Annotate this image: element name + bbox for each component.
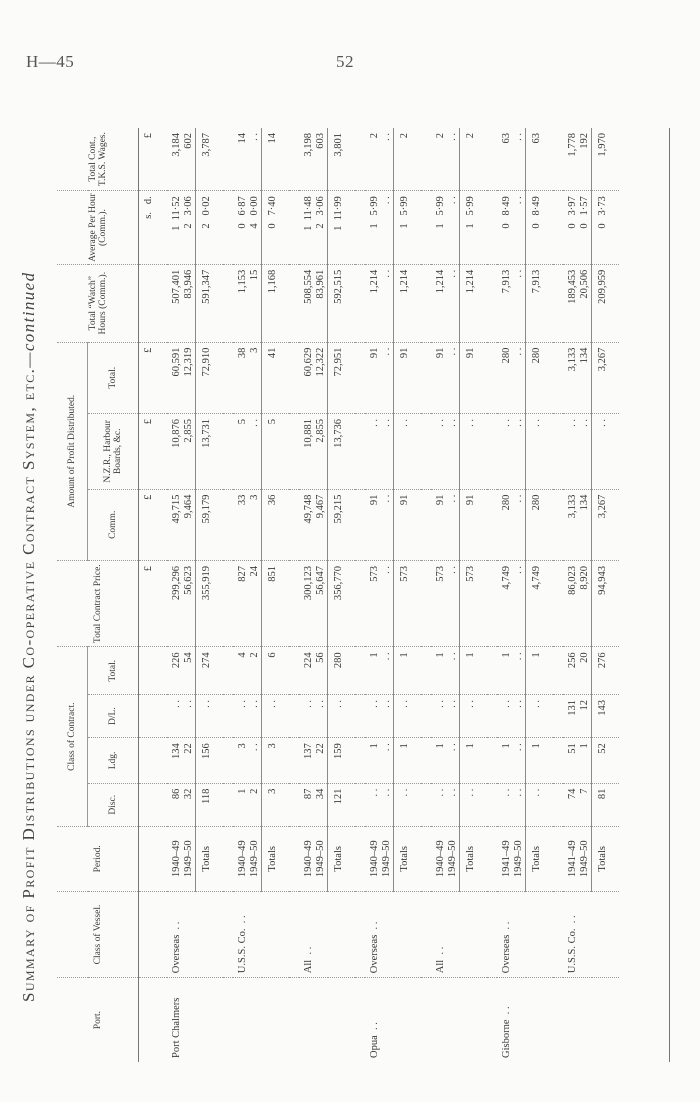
totals-row xyxy=(196,128,224,1062)
cell-disc: 86 32 xyxy=(167,783,196,826)
currency-price: £ xyxy=(139,560,168,646)
currency-cont: £ xyxy=(139,128,168,191)
cell-port xyxy=(592,978,620,1062)
table-row xyxy=(497,128,526,1062)
cell-port: Gisborne . . xyxy=(501,1006,512,1058)
cell-hours: 1,214 . . xyxy=(365,264,394,342)
cell-hours: 189,453 20,506 xyxy=(563,264,592,342)
totals-row xyxy=(592,128,620,1062)
table-row xyxy=(365,128,394,1062)
cell-hours: 7,913 xyxy=(526,264,554,342)
col-header-port: Port. xyxy=(57,978,139,1062)
col-header-contract-price: Total Contract Price. xyxy=(57,560,139,646)
cell-ldg: 52 xyxy=(592,738,620,783)
table-row xyxy=(431,128,460,1062)
cell-price: 300,123 56,647 xyxy=(299,560,328,646)
cell-period: 1940–49 1949–50 xyxy=(365,826,394,891)
cell-price: 573 xyxy=(394,560,422,646)
cell-avg: 0 3·73 xyxy=(592,191,620,265)
cell-total: 1 xyxy=(394,647,422,695)
cell-comm: 59,179 xyxy=(196,489,224,560)
cell-port: Opua . . xyxy=(369,1022,380,1058)
totals-row xyxy=(394,128,422,1062)
col-header-nzr: N.Z.R., Harbour Boards, &c. xyxy=(88,413,139,489)
cell-cont: 63 . . xyxy=(497,128,526,191)
cell-port xyxy=(196,978,224,1062)
page-number: 52 xyxy=(336,52,354,71)
cell-price: 299,296 56,623 xyxy=(167,560,196,646)
cell-disc: 74 7 xyxy=(563,783,592,826)
cell-ldg: 1 xyxy=(394,738,422,783)
cell-amount: 3,267 xyxy=(592,342,620,413)
cell-avg: 1 11·52 2 3·06 xyxy=(167,191,196,265)
row-spacer xyxy=(355,128,365,1062)
cell-port xyxy=(233,978,262,1062)
cell-cont: 2 . . xyxy=(431,128,460,191)
cell-avg: 1 5·99 xyxy=(460,191,488,265)
cell-port xyxy=(394,978,422,1062)
cell-dl: . . . . xyxy=(299,695,328,738)
cell-price: 573 . . xyxy=(431,560,460,646)
cell-vessel: Overseas . . xyxy=(497,891,526,977)
cell-avg: 1 5·99 . . xyxy=(365,191,394,265)
cell-comm: 36 xyxy=(262,489,290,560)
cell-price: 356,770 xyxy=(328,560,356,646)
cell-disc: 87 34 xyxy=(299,783,328,826)
cell-vessel xyxy=(262,891,290,977)
cell-period: 1940–49 1949–50 xyxy=(431,826,460,891)
cell-disc: . . xyxy=(394,783,422,826)
cell-nzr: . . . . xyxy=(497,413,526,489)
cell-nzr: . . . . xyxy=(365,413,394,489)
cell-vessel: All . . xyxy=(431,891,460,977)
cell-avg: 1 11·99 xyxy=(328,191,356,265)
cell-total: 274 xyxy=(196,647,224,695)
cell-comm: 3,267 xyxy=(592,489,620,560)
cell-comm: 280 xyxy=(526,489,554,560)
cell-total: 226 54 xyxy=(167,647,196,695)
cell-dl: . . xyxy=(526,695,554,738)
cell-period: Totals xyxy=(196,826,224,891)
cell-amount: 91 . . xyxy=(431,342,460,413)
cell-nzr: 13,731 xyxy=(196,413,224,489)
cell-amount: 60,629 12,322 xyxy=(299,342,328,413)
col-header-disc: Disc. xyxy=(88,783,139,826)
cell-dl: 131 12 xyxy=(563,695,592,738)
cell-period: Totals xyxy=(526,826,554,891)
cell-amount: 41 xyxy=(262,342,290,413)
cell-comm: 91 xyxy=(394,489,422,560)
currency-avg-s: s. xyxy=(143,212,154,219)
cell-ldg: 137 22 xyxy=(299,738,328,783)
cell-dl: . . xyxy=(196,695,224,738)
cell-avg: 0 8·49 . . xyxy=(497,191,526,265)
cell-disc: 81 xyxy=(592,783,620,826)
cell-port xyxy=(526,978,554,1062)
row-spacer xyxy=(421,128,431,1062)
cell-comm: 91 xyxy=(460,489,488,560)
cell-hours: 209,959 xyxy=(592,264,620,342)
col-header-dl: D/L. xyxy=(88,695,139,738)
cell-avg: 1 5·99 xyxy=(394,191,422,265)
cell-nzr: . . xyxy=(526,413,554,489)
col-header-class-of-contract: Class of Contract. xyxy=(57,647,88,826)
cell-cont: 3,184 602 xyxy=(167,128,196,191)
cell-dl: . . xyxy=(460,695,488,738)
cell-price: 4,749 xyxy=(526,560,554,646)
cell-comm: 280 . . xyxy=(497,489,526,560)
cell-nzr: . . . . xyxy=(431,413,460,489)
table-body xyxy=(139,128,620,1062)
row-spacer xyxy=(553,128,563,1062)
cell-hours: 1,153 15 xyxy=(233,264,262,342)
cell-avg: 1 5·99 . . xyxy=(431,191,460,265)
cell-period: Totals xyxy=(592,826,620,891)
cell-amount: 3,133 134 xyxy=(563,342,592,413)
cell-cont: 63 xyxy=(526,128,554,191)
table-title xyxy=(19,122,39,1002)
cell-dl: . . . . xyxy=(233,695,262,738)
cell-price: 851 xyxy=(262,560,290,646)
cell-ldg: 1 xyxy=(526,738,554,783)
col-header-watch-hours: Total “Watch” Hours (Comm.). xyxy=(57,264,139,342)
cell-amount: 72,951 xyxy=(328,342,356,413)
cell-port xyxy=(431,978,460,1062)
cell-ldg: 1 . . xyxy=(431,738,460,783)
currency-amount: £ xyxy=(139,342,168,413)
cell-cont: 1,970 xyxy=(592,128,620,191)
cell-total: 1 . . xyxy=(365,647,394,695)
cell-price: 827 24 xyxy=(233,560,262,646)
cell-price: 355,919 xyxy=(196,560,224,646)
cell-dl: . . . . xyxy=(431,695,460,738)
cell-port xyxy=(563,978,592,1062)
cell-period: Totals xyxy=(328,826,356,891)
cell-price: 4,749 . . xyxy=(497,560,526,646)
cell-vessel xyxy=(460,891,488,977)
cell-ldg: 156 xyxy=(196,738,224,783)
col-header-period: Period. xyxy=(57,826,139,891)
cell-disc: . . . . xyxy=(365,783,394,826)
cell-price: 94,943 xyxy=(592,560,620,646)
cell-avg: 1 11·48 2 3·06 xyxy=(299,191,328,265)
cell-ldg: 1 . . xyxy=(497,738,526,783)
cell-vessel xyxy=(196,891,224,977)
cell-hours: 508,554 83,961 xyxy=(299,264,328,342)
cell-port xyxy=(262,978,290,1062)
cell-total: 256 20 xyxy=(563,647,592,695)
cell-total: 1 . . xyxy=(431,647,460,695)
cell-avg: 0 3·97 0 1·57 xyxy=(563,191,592,265)
cell-disc: . . . . xyxy=(431,783,460,826)
currency-avg xyxy=(139,191,168,265)
cell-amount: 72,910 xyxy=(196,342,224,413)
table-title-main: Summary of Profit Distributions under Co-operative Contract System, etc. xyxy=(19,367,38,1002)
table-title-continued: —continued xyxy=(19,271,38,368)
cell-total: 6 xyxy=(262,647,290,695)
cell-dl: . . . . xyxy=(365,695,394,738)
cell-ldg: 51 1 xyxy=(563,738,592,783)
cell-vessel: U.S.S. Co. . . xyxy=(563,891,592,977)
col-header-ldg: Ldg. xyxy=(88,738,139,783)
totals-row xyxy=(526,128,554,1062)
cell-vessel xyxy=(526,891,554,977)
table-bottom-rule xyxy=(669,128,670,1062)
cell-cont: 2 xyxy=(394,128,422,191)
cell-disc: . . . . xyxy=(497,783,526,826)
table-row xyxy=(167,128,196,1062)
table-row xyxy=(299,128,328,1062)
cell-vessel xyxy=(394,891,422,977)
cell-amount: 91 xyxy=(460,342,488,413)
cell-total: 280 xyxy=(328,647,356,695)
cell-avg: 0 8·49 xyxy=(526,191,554,265)
cell-dl: . . xyxy=(262,695,290,738)
col-header-vessel-class: Class of Vessel. xyxy=(57,891,139,977)
cell-avg: 0 7·40 xyxy=(262,191,290,265)
cell-nzr: . . xyxy=(394,413,422,489)
cell-vessel xyxy=(592,891,620,977)
col-header-total-cont: Total Cont., T.K.S. Wages. xyxy=(57,128,139,191)
cell-hours: 1,214 xyxy=(394,264,422,342)
cell-period: Totals xyxy=(262,826,290,891)
cell-ldg: 134 22 xyxy=(167,738,196,783)
cell-ldg: 3 . . xyxy=(233,738,262,783)
cell-vessel: U.S.S. Co. . . xyxy=(233,891,262,977)
cell-vessel: Overseas . . xyxy=(365,891,394,977)
currency-avg-d: d. xyxy=(143,196,154,205)
row-spacer xyxy=(289,128,299,1062)
row-spacer xyxy=(487,128,497,1062)
currency-comm: £ xyxy=(139,489,168,560)
cell-nzr: . . xyxy=(460,413,488,489)
cell-nzr: 5 . . xyxy=(233,413,262,489)
cell-port xyxy=(460,978,488,1062)
cell-port xyxy=(299,978,328,1062)
table-row xyxy=(233,128,262,1062)
cell-comm: 91 . . xyxy=(431,489,460,560)
cell-price: 86,023 8,920 xyxy=(563,560,592,646)
cell-cont: 3,787 xyxy=(196,128,224,191)
currency-nzr: £ xyxy=(139,413,168,489)
cell-amount: 91 xyxy=(394,342,422,413)
cell-disc: 3 xyxy=(262,783,290,826)
cell-cont: 2 . . xyxy=(365,128,394,191)
cell-ldg: 159 xyxy=(328,738,356,783)
table-row xyxy=(563,128,592,1062)
cell-dl: . . . . xyxy=(497,695,526,738)
cell-amount: 60,591 12,319 xyxy=(167,342,196,413)
cell-period: 1941–49 1949–50 xyxy=(563,826,592,891)
cell-vessel xyxy=(328,891,356,977)
cell-disc: 121 xyxy=(328,783,356,826)
totals-row xyxy=(328,128,356,1062)
cell-hours: 1,214 xyxy=(460,264,488,342)
cell-hours: 7,913 . . xyxy=(497,264,526,342)
cell-total: 224 56 xyxy=(299,647,328,695)
cell-total: 1 . . xyxy=(497,647,526,695)
cell-amount: 280 xyxy=(526,342,554,413)
cell-dl: 143 xyxy=(592,695,620,738)
cell-cont: 3,198 603 xyxy=(299,128,328,191)
cell-disc: 118 xyxy=(196,783,224,826)
col-header-amount-distributed: Amount of Profit Distributed. xyxy=(57,342,88,560)
cell-period: Totals xyxy=(460,826,488,891)
cell-hours: 592,515 xyxy=(328,264,356,342)
cell-disc: . . xyxy=(526,783,554,826)
currency-row xyxy=(139,128,168,1062)
cell-cont: 1,778 192 xyxy=(563,128,592,191)
cell-total: 276 xyxy=(592,647,620,695)
cell-cont: 2 xyxy=(460,128,488,191)
cell-comm: 33 3 xyxy=(233,489,262,560)
cell-total: 1 xyxy=(460,647,488,695)
cell-dl: . . xyxy=(394,695,422,738)
cell-period: 1940–49 1949–50 xyxy=(233,826,262,891)
cell-ldg: 1 . . xyxy=(365,738,394,783)
cell-total: 1 xyxy=(526,647,554,695)
cell-nzr: . . xyxy=(592,413,620,489)
totals-row xyxy=(262,128,290,1062)
cell-cont: 14 xyxy=(262,128,290,191)
cell-nzr: 5 xyxy=(262,413,290,489)
cell-avg: 2 0·02 xyxy=(196,191,224,265)
cell-vessel: All . . xyxy=(299,891,328,977)
cell-total: 4 2 xyxy=(233,647,262,695)
totals-row xyxy=(460,128,488,1062)
cell-comm: 3,133 134 xyxy=(563,489,592,560)
cell-price: 573 . . xyxy=(365,560,394,646)
cell-amount: 280 . . xyxy=(497,342,526,413)
cell-nzr: 10,881 2,855 xyxy=(299,413,328,489)
cell-nzr: . . . . xyxy=(563,413,592,489)
cell-disc: 1 2 xyxy=(233,783,262,826)
cell-avg: 0 6·87 4 0·00 xyxy=(233,191,262,265)
cell-period: Totals xyxy=(394,826,422,891)
cell-nzr: 13,736 xyxy=(328,413,356,489)
cell-price: 573 xyxy=(460,560,488,646)
cell-ldg: 1 xyxy=(460,738,488,783)
cell-period: 1940–49 1949–50 xyxy=(167,826,196,891)
cell-dl: . . xyxy=(328,695,356,738)
col-header-average-per-hour: Average Per Hour (Comm.). xyxy=(57,191,139,265)
cell-hours: 1,214 . . xyxy=(431,264,460,342)
cell-period: 1940–49 1949–50 xyxy=(299,826,328,891)
cell-dl: . . . . xyxy=(167,695,196,738)
cell-period: 1941–49 1949–50 xyxy=(497,826,526,891)
cell-cont: 14 . . xyxy=(233,128,262,191)
cell-comm: 91 . . xyxy=(365,489,394,560)
cell-amount: 38 3 xyxy=(233,342,262,413)
cell-port xyxy=(328,978,356,1062)
cell-hours: 591,347 xyxy=(196,264,224,342)
cell-cont: 3,801 xyxy=(328,128,356,191)
page-reference: H—45 xyxy=(26,52,75,71)
cell-comm: 49,748 9,467 xyxy=(299,489,328,560)
rotated-table-sheet xyxy=(15,122,675,1062)
cell-hours: 507,401 83,946 xyxy=(167,264,196,342)
col-header-comm: Comm. xyxy=(88,489,139,560)
profit-distribution-table xyxy=(57,128,619,1062)
col-header-contract-total: Total. xyxy=(88,647,139,695)
cell-port: Port Chalmers xyxy=(171,997,182,1058)
cell-disc: . . xyxy=(460,783,488,826)
cell-hours: 1,168 xyxy=(262,264,290,342)
cell-amount: 91 . . xyxy=(365,342,394,413)
col-header-amount-total: Total. xyxy=(88,342,139,413)
cell-ldg: 3 xyxy=(262,738,290,783)
row-spacer xyxy=(223,128,233,1062)
cell-comm: 59,215 xyxy=(328,489,356,560)
cell-comm: 49,715 9,464 xyxy=(167,489,196,560)
cell-nzr: 10,876 2,855 xyxy=(167,413,196,489)
cell-vessel: Overseas . . xyxy=(167,891,196,977)
